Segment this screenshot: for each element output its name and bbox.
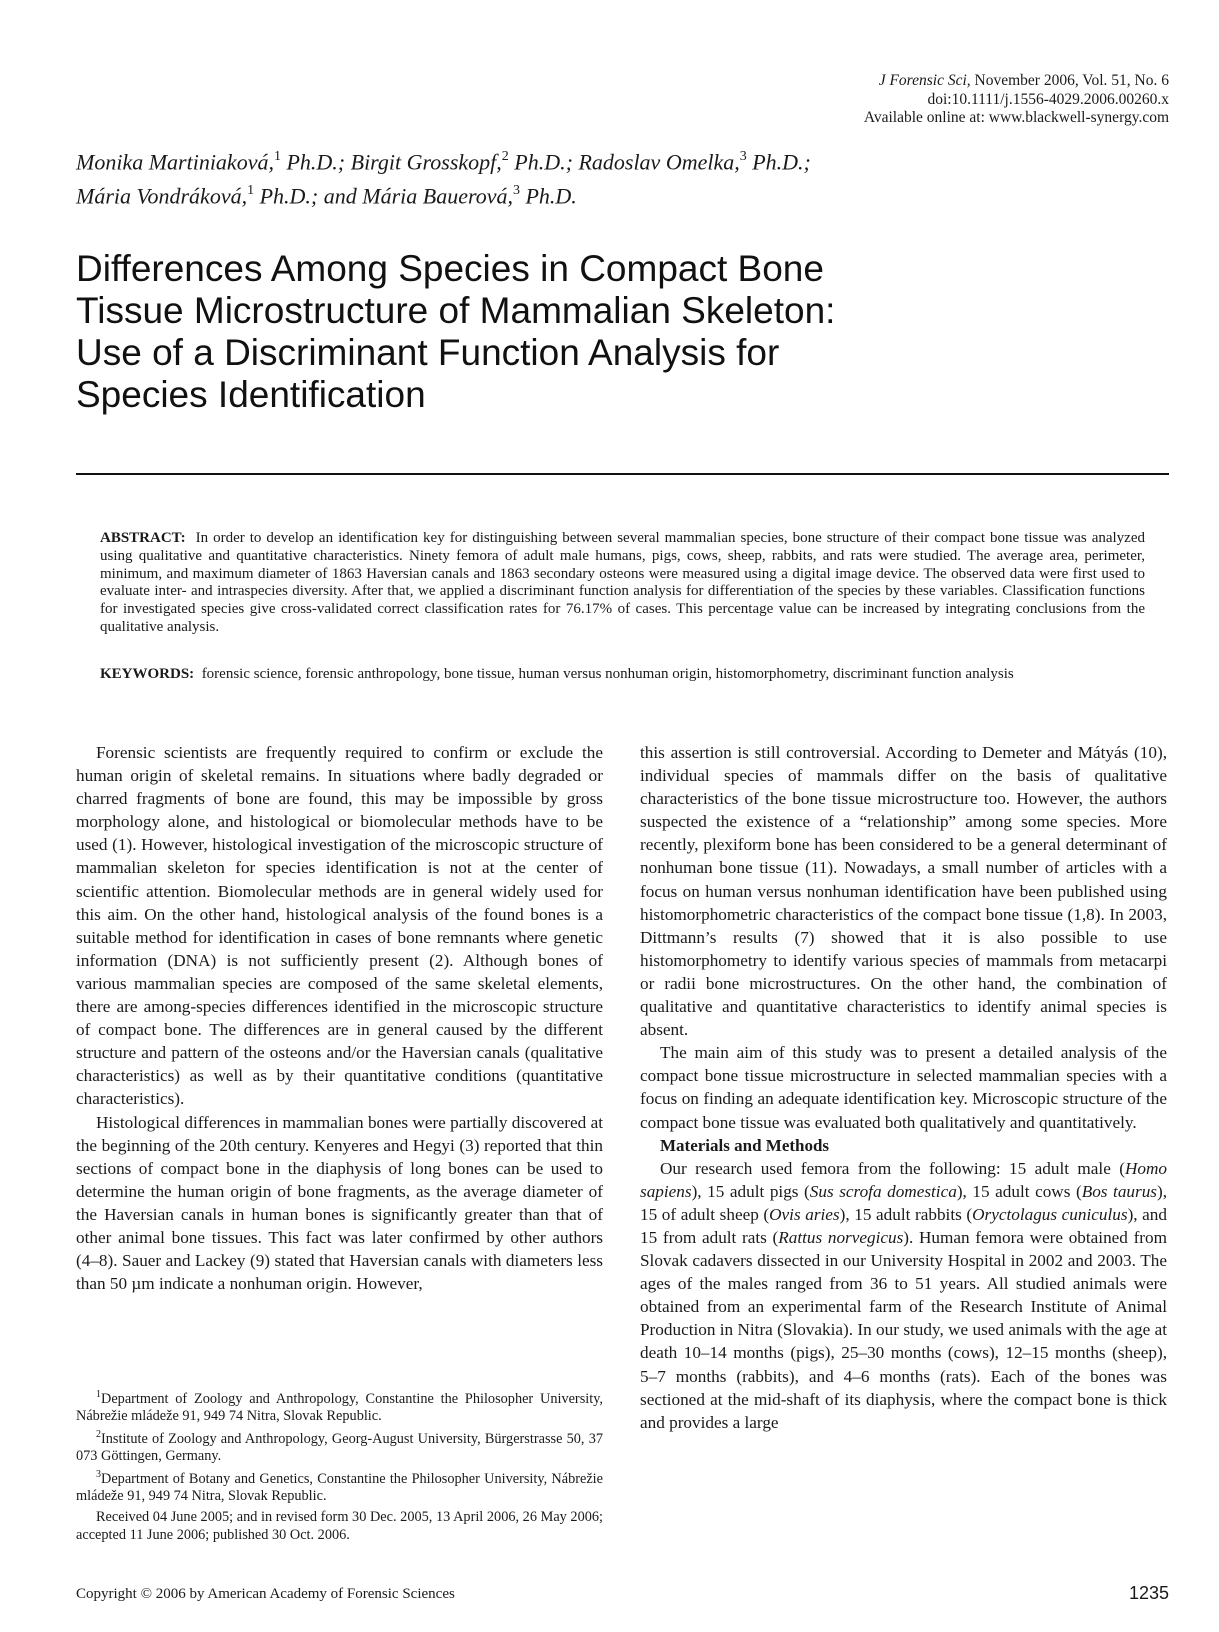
footnote-text: Department of Botany and Genetics, Constantine the Philosopher University, Nábrežie mládeže 91, 949 74 Nitra, Slovak Republic. [76,1470,603,1504]
author-degree: Ph.D.; [280,149,351,175]
title-divider [76,473,1169,475]
footnote-mark: 2 [96,1428,101,1440]
author-degree: Ph.D.; [746,149,811,175]
footnote-mark: 1 [96,1389,101,1400]
paper-title [76,248,1076,416]
author-name: Mária Vondráková, [76,183,248,209]
text-run: ), 15 adult pigs ( [691,1181,810,1201]
affiliation-mark: 2 [501,149,509,164]
journal-line [864,72,1169,91]
affiliation-mark: 3 [739,149,747,164]
species-name: Rattus norvegicus [778,1227,904,1247]
species-name: Oryctolagus cuniculus [972,1204,1128,1224]
author-name: Birgit Grosskopf, [350,149,502,175]
footnote-text: Department of Zoology and Anthropology, Constantine the Philosopher University, Nábrežie mládeže 91, 949 74 Nitra, Slovak Republic. [76,1390,603,1425]
body-paragraph: Histological differences in mammalian bones were partially discovered at the beginning of the 20th century. Kenyeres and Hegyi (3) reported that thin sections of compact bone in the diaphysis of long bones can be used to determine the human origin of bone fragments, as the average diameter of the Haversian canals in human bones is significantly greater than that of other animal bone tissues. This fact was later confirmed by other authors (4–8). Sauer and Lackey (9) stated that Haversian canals with diameters less than 50 µm indicate a nonhuman origin. However, [76,1112,603,1294]
received-dates: Received 04 June 2005; and in revised form 30 Dec. 2005, 13 April 2006, 26 May 2006; accepted 11 June 2006; published 30 Oct. 2006. [76,1509,603,1543]
availability: Available online at: www.blackwell-synergy.com [863,109,1169,126]
author-degree: Ph.D.; [508,149,579,175]
section-heading: Materials and Methods [660,1135,830,1155]
doi: doi:10.1111/j.1556-4029.2006.00260.x [927,90,1169,108]
footnote-text: Institute of Zoology and Anthropology, Georg-August University, Bürgerstrasse 50, 37 073 Göttingen, Germany. [76,1430,603,1465]
text-run: Our research used femora from the following: 15 adult male ( [660,1158,1125,1178]
title-line: Differences Among Species in Compact Bone [76,248,824,289]
author-degree: Ph.D. [519,183,577,209]
journal-issue: November 2006, Vol. 51, No. 6 [970,72,1169,89]
author-line-2 [76,177,1076,211]
footnote [76,1386,603,1426]
journal-name: J Forensic Sci, [878,72,971,89]
author-name: Monika Martiniaková, [76,149,274,175]
text-run: ). Human femora were obtained from Slovak cadavers dissected in our University Hospital in 2002 and 2003. The ages of the males ranged from 36 to 51 years. All studied animals were obtained from an experimental farm of the Research Institute of Animal Production in Nitra (Slovakia). In our study, we used animals with the age at death 10–14 months (pigs), 25–30 months (cows), 12–15 months (sheep), 5–7 months (rabbits), and 4–6 months (rats). Each of the bones was sectioned at the mid-shaft of its diaphysis, where the compact bone is thick and provides a large [640,1227,1167,1432]
affiliation-mark: 1 [273,149,281,164]
body-paragraph: this assertion is still controversial. According to Demeter and Mátyás (10), individual species of mammals differ on the basis of qualitative characteristics of the bone tissue microstructure too. However, the authors suspected the existence of a “relationship” among some species. More recently, plexiform bone has been considered to be a general determinant of nonhuman bone tissue (11). Nowadays, a small number of articles with a focus on human versus nonhuman identification have been published using histomorphometric characteristics of the compact bone tissue (1,8). In 2003, Dittmann’s results (7) showed that it is also possible to use histomorphometry to identify various species of mammals from metacarpi or radii bone microstructures. On the other hand, the combination of qualitative and quantitative characteristics to identify animal species is absent. [640,743,1167,1040]
text-run: ), 15 adult rabbits ( [839,1204,973,1224]
species-name: Homo sapiens [640,1158,1167,1201]
species-name: Bos taurus [1081,1181,1157,1201]
title-line: Species Identification [76,374,426,415]
author-list [76,143,1076,212]
text-run: ), and 15 from adult rats ( [640,1204,1167,1247]
keywords-label: KEYWORDS: [100,666,195,682]
copyright: Copyright © 2006 by American Academy of Forensic Sciences [76,1586,455,1602]
author-name: Mária Bauerová, [362,183,513,209]
footnote [76,1466,603,1506]
abstract-label: ABSTRACT: [100,530,186,546]
text-run: ), 15 of adult sheep ( [640,1181,1168,1224]
body-paragraph: Forensic scientists are frequently required to confirm or exclude the human origin of skeletal remains. In situations where badly degraded or charred fragments of bone are found, this may be impossible by gross morphology alone, and histological or biomolecular methods have to be used (1). However, histological investigation of the microscopic structure of mammalian skeleton for species identification is not at the center of scientific attention. Biomolecular methods are in general widely used for this aim. On the other hand, histological analysis of the found bones is a suitable method for identification in cases of bone remnants where genetic information (DNA) is not sufficiently present (2). Although bones of various mammalian species are composed of the same skeletal elements, there are among-species differences identified in the microscopic structure of compact bone. The differences are in general caused by the different structure and pattern of the osteons and/or the Haversian canals (qualitative characteristics) as well as by their quantitative conditions (quantitative characteristics). [76,743,603,1109]
keywords-text: forensic science, forensic anthropology, bone tissue, human versus nonhuman origin, histomorphometry, discriminant function analysis [201,666,1014,682]
species-name: Sus scrofa domestica [809,1181,957,1201]
text-run: ), 15 adult cows ( [956,1181,1082,1201]
title-line: Use of a Discriminant Function Analysis for [76,332,780,373]
journal-citation [864,72,1169,128]
page-number: 1235 [1128,1583,1169,1603]
author-line-1 [76,143,1076,177]
affiliation-mark: 1 [247,183,255,199]
footnote-mark: 3 [96,1468,101,1480]
body-paragraph [640,1157,1167,1434]
footnotes [76,1386,603,1544]
title-line: Tissue Microstructure of Mammalian Skeleton: [76,290,836,331]
species-name: Ovis aries [769,1204,840,1224]
body-column-left [76,741,603,1295]
abstract-text: In order to develop an identification key for distinguishing between several mammalian species, bone structure of their compact bone tissue was analyzed using qualitative and quantitative characteristics. Ninety femora of adult male humans, pigs, cows, sheep, rabbits, and rats were studied. The average area, perimeter, minimum, and maximum diameter of 1863 Haversian canals and 1863 secondary osteons were measured using a digital image device. The observed data were first used to evaluate inter- and intraspecies diversity. After that, we applied a discriminant function analysis for differentiation of the species by these variables. Classification functions for investigated species give cross-validated correct classification rates for 76.17% of cases. This percentage value can be increased by integrating conclusions from the qualitative analysis. [100,530,1145,635]
abstract [100,530,1145,637]
affiliation-mark: 3 [512,183,520,199]
body-paragraph: The main aim of this study was to present a detailed analysis of the compact bone tissue microstructure in selected mammalian species with a focus on finding an adequate identification key. Microscopic structure of the compact bone tissue was evaluated both qualitatively and quantitatively. [640,1043,1167,1132]
footnote [76,1426,603,1466]
author-name: Radoslav Omelka, [578,149,740,175]
keywords [100,666,1145,684]
author-degree: Ph.D.; and [254,183,363,209]
body-column-right [640,741,1167,1434]
